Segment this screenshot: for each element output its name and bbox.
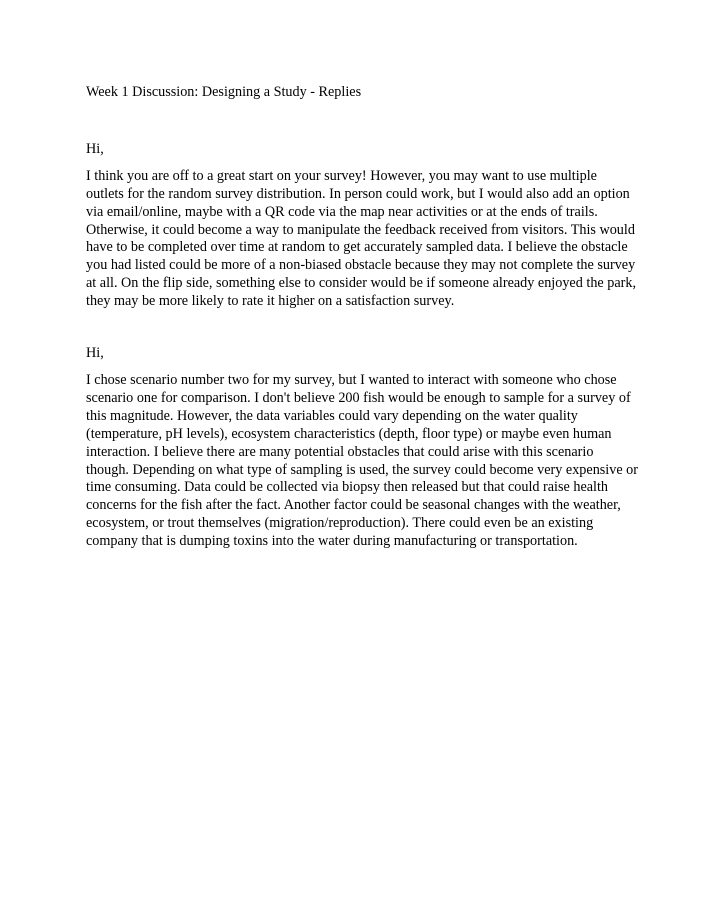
reply-body: I chose scenario number two for my survey, but I wanted to interact with someone who chose scenario one for comparison. I don't believe 200 fish would be enough to sample for a survey of this magnitude. However, the data variables could vary depending on the water quality (temperature, pH levels), ecosystem characteristics (depth, floor type) or maybe even human interaction. I believe there are many potential obstacles that could arise with this scenario though. Depending on what type of sampling is used, the survey could become very expensive or time consuming. Data could be collected via biopsy then released but that could raise health concerns for the fish after the fact. Another factor could be seasonal changes with the weather, ecosystem, or trout themselves (migration/reproduction). There could even be an existing company that is dumping toxins into the water during manufacturing or transportation. (86, 371, 639, 550)
reply-1 (86, 141, 638, 311)
document-title: Week 1 Discussion: Designing a Study - Replies (86, 84, 362, 100)
reply-2 (86, 345, 638, 551)
reply-body: I think you are off to a great start on your survey! However, you may want to use multiple outlets for the random survey distribution. In person could work, but I would also add an option via email/online, maybe with a QR code via the map near activities or at the ends of trails. Otherwise, it could become a way to manipulate the feedback received from visitors. This would have to be completed over time at random to get accurately sampled data. I believe the obstacle you had listed could be more of a non-biased obstacle because they may not complete the survey at all. On the flip side, something else to consider would be if someone already enjoyed the park, they may be more likely to rate it higher on a satisfaction survey. (86, 167, 637, 310)
reply-greeting: Hi, (86, 345, 104, 362)
reply-greeting: Hi, (86, 140, 104, 157)
